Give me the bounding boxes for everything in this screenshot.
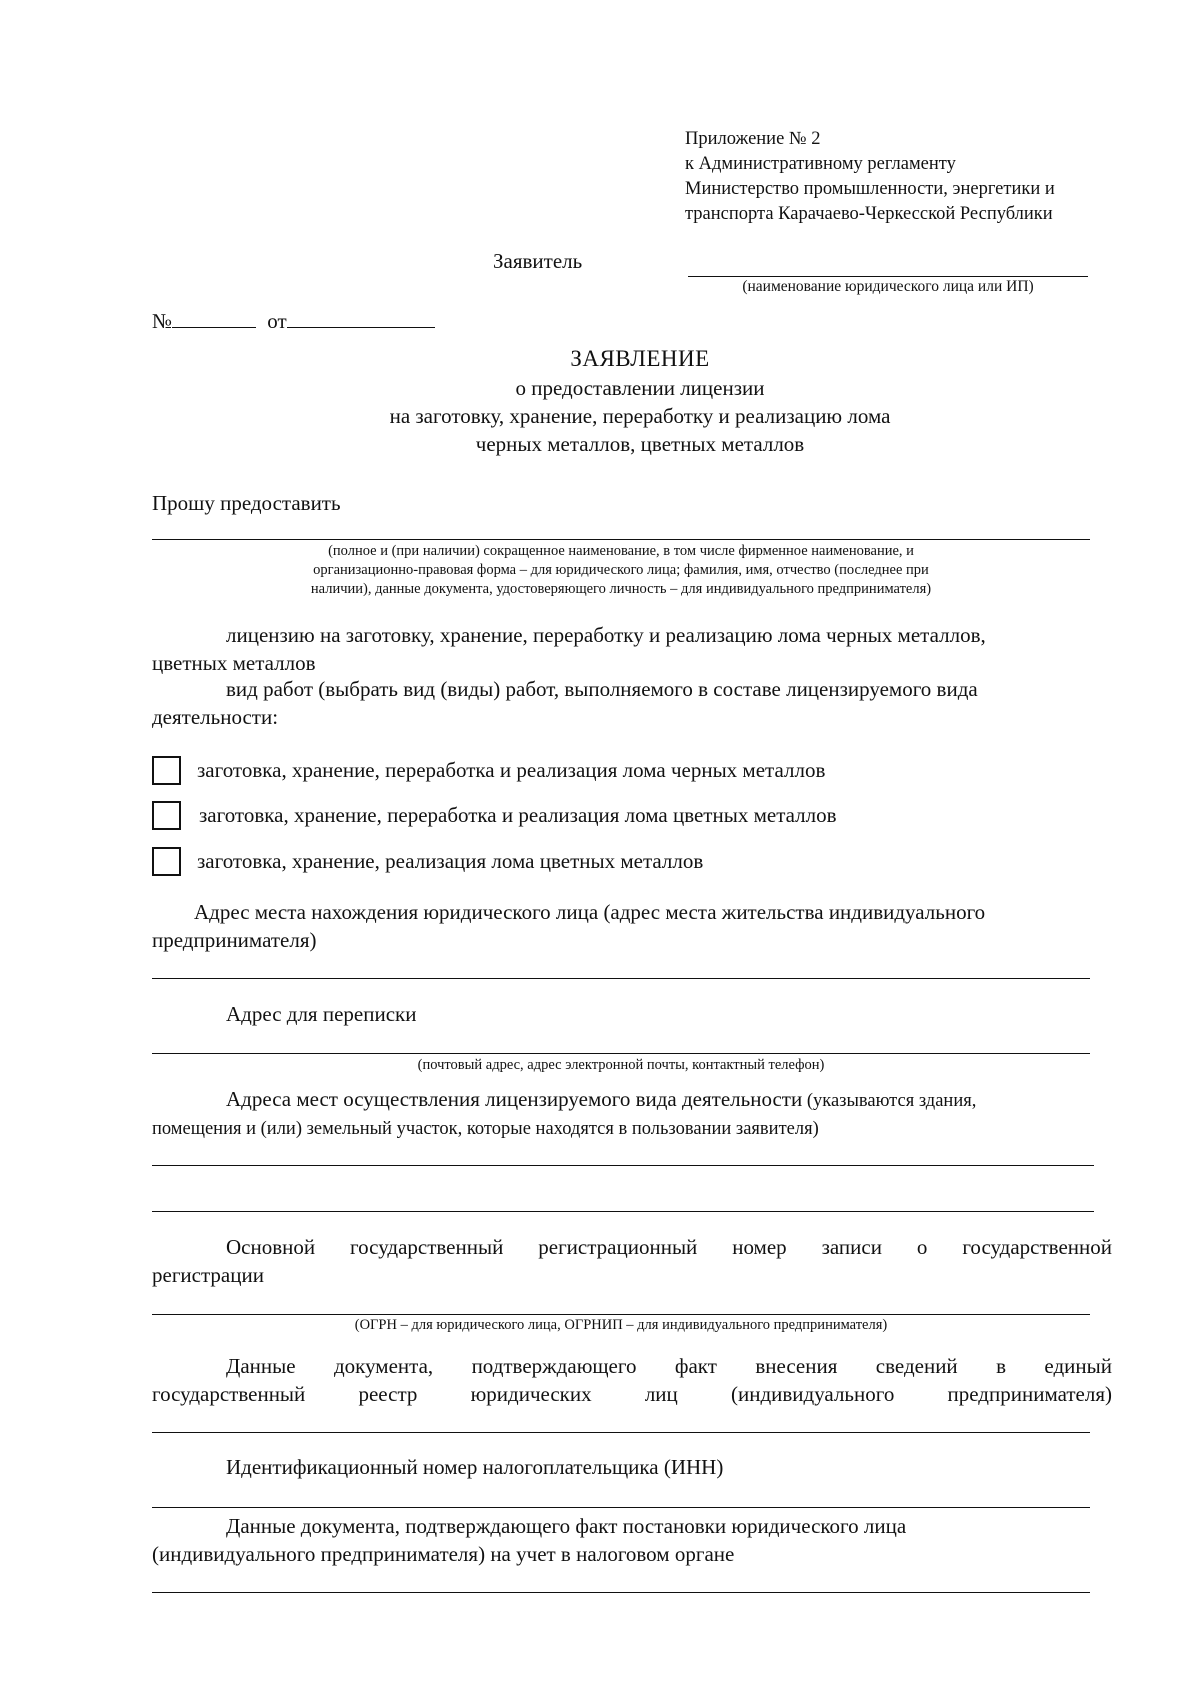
annex-line-1: Приложение № 2 bbox=[685, 129, 821, 149]
applicant-name-field[interactable] bbox=[688, 276, 1088, 277]
activity-address-line-2: помещения и (или) земельный участок, которые находятся в пользовании заявителя) bbox=[152, 1119, 819, 1139]
legal-address-paragraph bbox=[152, 898, 1112, 954]
activity-address-field-2[interactable] bbox=[152, 1211, 1094, 1212]
request-caption-line-2: организационно-правовая форма – для юридического лица; фамилия, имя, отчество (последнее при bbox=[313, 562, 929, 578]
annex-header bbox=[685, 127, 1055, 227]
tax-registration-field[interactable] bbox=[152, 1592, 1090, 1593]
work-type-paragraph bbox=[152, 675, 1112, 731]
legal-address-line-2: предпринимателя) bbox=[152, 928, 317, 952]
postal-address-field[interactable] bbox=[152, 1053, 1090, 1054]
ogrn-line-2: регистрации bbox=[152, 1263, 264, 1287]
request-caption-line-1: (полное и (при наличии) сокращенное наименование, в том числе фирменное наименование, и bbox=[328, 543, 914, 559]
tax-registration-line-1: Данные документа, подтверждающего факт постановки юридического лица bbox=[226, 1514, 907, 1538]
option-row-nonferrous bbox=[152, 801, 837, 830]
number-date-row bbox=[152, 309, 435, 334]
tax-registration-paragraph bbox=[152, 1512, 1112, 1568]
applicant-caption: (наименование юридического лица или ИП) bbox=[742, 278, 1034, 295]
egrul-field[interactable] bbox=[152, 1432, 1090, 1433]
egrul-line-1: Данные документа, подтверждающего факт внесения сведений в единый bbox=[226, 1354, 1112, 1378]
ogrn-caption: (ОГРН – для юридического лица, ОГРНИП – для индивидуального предпринимателя) bbox=[354, 1317, 888, 1333]
activity-address-main: Адреса мест осуществления лицензируемого вида деятельности bbox=[226, 1087, 803, 1111]
option-row-ferrous bbox=[152, 756, 825, 785]
ogrn-field[interactable] bbox=[152, 1314, 1090, 1315]
activity-address-line-1 bbox=[152, 1085, 1112, 1115]
date-label: от bbox=[267, 309, 287, 333]
annex-line-3: Министерство промышленности, энергетики и bbox=[685, 179, 1055, 199]
work-type-line-2: деятельности: bbox=[152, 705, 279, 729]
number-label: № bbox=[152, 309, 173, 333]
document-title: ЗАЯВЛЕНИЕ bbox=[570, 346, 710, 371]
annex-line-2: к Административному регламенту bbox=[685, 154, 956, 174]
number-field[interactable] bbox=[172, 309, 256, 328]
applicant-full-name-field[interactable] bbox=[152, 539, 1090, 540]
egrul-line-2: государственный реестр юридических лиц (индивидуального предпринимателя) bbox=[152, 1382, 1112, 1406]
option-checkbox-ferrous[interactable] bbox=[152, 756, 181, 785]
legal-address-field[interactable] bbox=[152, 978, 1090, 979]
ogrn-paragraph bbox=[152, 1233, 1112, 1261]
request-caption-line-3: наличии), данные документа, удостоверяющего личность – для индивидуального предпринимателя) bbox=[310, 581, 932, 597]
option-row-nonferrous-storage bbox=[152, 847, 703, 876]
document-subtitle-2: на заготовку, хранение, переработку и реализацию лома bbox=[389, 404, 891, 428]
ogrn-line-1: Основной государственный регистрационный номер записи о государственной bbox=[226, 1235, 1112, 1259]
work-type-line-1: вид работ (выбрать вид (виды) работ, выполняемого в составе лицензируемого вида bbox=[226, 677, 978, 701]
inn-label: Идентификационный номер налогоплательщика (ИНН) bbox=[226, 1455, 724, 1479]
document-title-block bbox=[150, 344, 1130, 458]
activity-address-field-1[interactable] bbox=[152, 1165, 1094, 1166]
option-label-nonferrous-storage: заготовка, хранение, реализация лома цветных металлов bbox=[197, 849, 704, 873]
date-field[interactable] bbox=[287, 309, 435, 328]
postal-address-caption: (почтовый адрес, адрес электронной почты, контактный телефон) bbox=[417, 1057, 825, 1073]
document-subtitle-1: о предоставлении лицензии bbox=[515, 376, 765, 400]
applicant-label: Заявитель bbox=[493, 249, 583, 273]
activity-address-paragraph bbox=[152, 1085, 1112, 1143]
activity-address-note: (указываются здания, bbox=[802, 1091, 977, 1111]
document-subtitle-3: черных металлов, цветных металлов bbox=[475, 432, 805, 456]
legal-address-line-1: Адрес места нахождения юридического лица (адрес места жительства индивидуального bbox=[194, 900, 986, 924]
option-checkbox-nonferrous[interactable] bbox=[152, 801, 181, 830]
option-label-nonferrous: заготовка, хранение, переработка и реализация лома цветных металлов bbox=[199, 803, 837, 827]
request-label: Прошу предоставить bbox=[152, 491, 341, 515]
annex-line-4: транспорта Карачаево-Черкесской Республики bbox=[685, 204, 1053, 224]
postal-address-label: Адрес для переписки bbox=[226, 1002, 417, 1026]
egrul-paragraph bbox=[152, 1352, 1112, 1408]
license-paragraph bbox=[152, 621, 1112, 677]
license-line-2: цветных металлов bbox=[152, 651, 316, 675]
option-checkbox-nonferrous-storage[interactable] bbox=[152, 847, 181, 876]
license-line-1: лицензию на заготовку, хранение, переработку и реализацию лома черных металлов, bbox=[226, 623, 986, 647]
inn-field[interactable] bbox=[152, 1507, 1090, 1508]
tax-registration-line-2: (индивидуального предпринимателя) на учет в налоговом органе bbox=[152, 1542, 735, 1566]
request-caption bbox=[152, 542, 1090, 599]
option-label-ferrous: заготовка, хранение, переработка и реализация лома черных металлов bbox=[197, 758, 826, 782]
